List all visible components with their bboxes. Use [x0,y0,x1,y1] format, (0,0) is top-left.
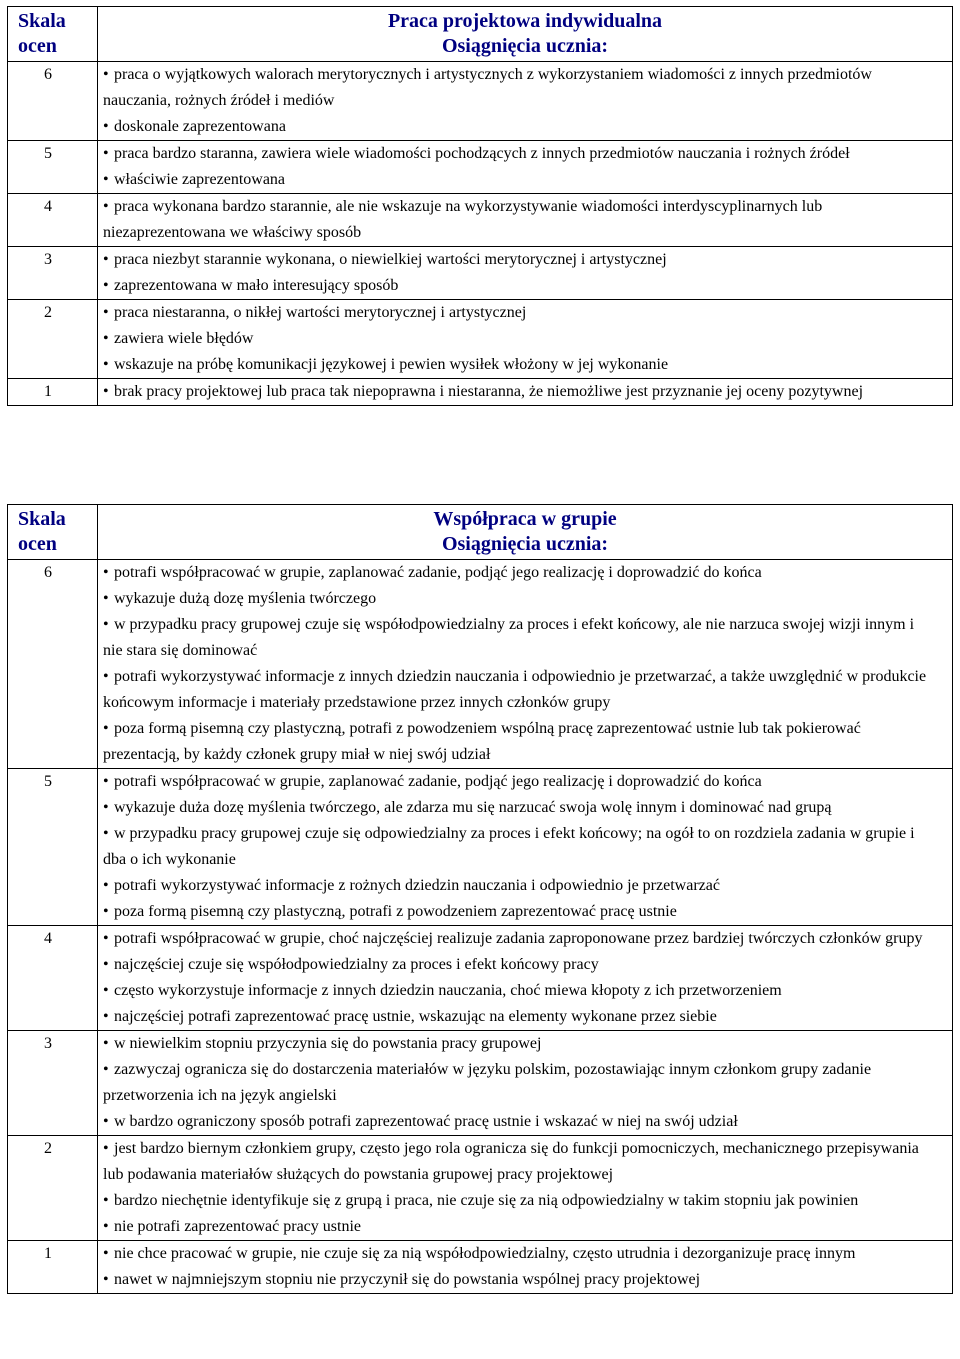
bullet-icon: • [103,118,109,135]
criterion-text: doskonale zaprezentowana [114,118,286,135]
bullet-icon: • [103,171,109,188]
grade-value: 2 [8,300,98,379]
bullet-icon: • [103,956,109,973]
scale-header-line: Skala [18,10,66,32]
section-header [98,505,953,560]
grade-value: 6 [8,560,98,769]
list-item [103,273,932,299]
criterion-text: w przypadku pracy grupowej czuje się odpowiedzialny za proces i efekt końcowy; na ogół to on rozdziela zadania w grupie i dba o ich wykonanie [103,825,915,868]
section-title: Praca projektowa indywidualna [387,10,663,32]
criteria-list [98,62,953,141]
bullet-icon: • [103,590,109,607]
grade-value: 4 [8,194,98,247]
list-item [103,560,932,586]
criteria-list [98,1241,953,1294]
criterion-text: właściwie zaprezentowana [114,171,286,188]
criteria-list [98,1136,953,1241]
criterion-text: praca o wyjątkowych walorach merytorycznych i artystycznych z wykorzystaniem wiadomości z innych przedmiotów nauczania, rożnych źródeł i mediów [103,66,872,109]
bullet-icon: • [103,616,109,633]
criterion-text: praca niezbyt starannie wykonana, o niewielkiej wartości merytorycznej i artystycznej [114,251,667,268]
list-item [103,716,932,768]
list-item [103,795,932,821]
list-item [103,62,932,114]
grade-value: 1 [8,1241,98,1294]
table-row [8,1031,953,1136]
bullet-icon: • [103,668,109,685]
list-item [103,167,932,193]
bullet-icon: • [103,1113,109,1130]
scale-header-line: ocen [18,533,57,555]
table-row [8,194,953,247]
bullet-icon: • [103,66,109,83]
criterion-text: nawet w najmniejszym stopniu nie przyczynił się do powstania wspólnej pracy projektowej [114,1271,701,1288]
table-row [8,247,953,300]
bullet-icon: • [103,356,109,373]
criterion-text: brak pracy projektowej lub praca tak niepoprawna i niestaranna, że niemożliwe jest przyznanie jej oceny pozytywnej [114,383,864,400]
grade-value: 3 [8,247,98,300]
list-item [103,899,932,925]
criterion-text: najczęściej czuje się współodpowiedzialny za proces i efekt końcowy pracy [114,956,599,973]
bullet-icon: • [103,1192,109,1209]
bullet-icon: • [103,1271,109,1288]
criteria-list [98,194,953,247]
list-item [103,978,932,1004]
table-row [8,560,953,769]
list-item [103,873,932,899]
criterion-text: potrafi współpracować w grupie, choć najczęściej realizuje zadania zaproponowane przez bardziej twórczych członków grupy [114,930,923,947]
criterion-text: w przypadku pracy grupowej czuje się współodpowiedzialny za proces i efekt końcowy, ale nie narzuca swojej wizji innym i nie stara się dominować [103,616,915,659]
criterion-text: zazwyczaj ogranicza się do dostarczenia materiałów w języku polskim, pozostawiając innym członkom grupy zadanie przetworzenia ich na język angielski [103,1061,872,1104]
list-item [103,1004,932,1030]
table-row [8,769,953,926]
list-item [103,612,932,664]
bullet-icon: • [103,330,109,347]
criterion-text: potrafi współpracować w grupie, zaplanować zadanie, podjąć jego realizację i doprowadzić do końca [114,564,762,581]
criteria-list [98,300,953,379]
criterion-text: wskazuje na próbę komunikacji językowej i pewien wysiłek włożony w jej wykonanie [114,356,669,373]
criterion-text: często wykorzystuje informacje z innych dziedzin nauczania, choć miewa kłopoty z ich przetworzeniem [114,982,782,999]
list-item [103,769,932,795]
section-header [98,7,953,62]
section-subtitle: Osiągnięcia ucznia: [441,35,609,57]
list-item [103,326,932,352]
criterion-text: nie chce pracować w grupie, nie czuje się za nią współodpowiedzialny, często utrudnia i dezorganizuje pracę innym [114,1245,856,1262]
list-item [103,141,932,167]
list-item [103,379,932,405]
list-item [103,114,932,140]
table-row [8,300,953,379]
scale-header [8,505,98,560]
list-item [103,586,932,612]
criteria-list [98,1031,953,1136]
list-item [103,1241,932,1267]
criteria-list [98,141,953,194]
criterion-text: praca wykonana bardzo starannie, ale nie wskazuje na wykorzystywanie wiadomości interdyscyplinarnych lub niezaprezentowana we właściwy sposób [103,198,823,241]
scale-header [8,7,98,62]
bullet-icon: • [103,251,109,268]
list-item [103,1109,932,1135]
bullet-icon: • [103,198,109,215]
criterion-text: najczęściej potrafi zaprezentować pracę ustnie, wskazując na elementy wykonane przez siebie [114,1008,717,1025]
section-title: Współpraca w grupie [433,508,617,530]
bullet-icon: • [103,304,109,321]
bullet-icon: • [103,903,109,920]
criterion-text: wykazuje duża dozę myślenia twórczego, ale zdarza mu się narzucać swoja wolę innym i dominować nad grupą [114,799,832,816]
list-item [103,821,932,873]
criterion-text: bardzo niechętnie identyfikuje się z grupą i praca, nie czuje się za nią odpowiedzialny w takim stopniu jak powinien [114,1192,859,1209]
scale-header-line: Skala [18,508,66,530]
bullet-icon: • [103,1008,109,1025]
criterion-text: praca bardzo staranna, zawiera wiele wiadomości pochodzących z innych przedmiotów nauczania i rożnych źródeł [114,145,850,162]
list-item [103,926,932,952]
bullet-icon: • [103,720,109,737]
list-item [103,352,932,378]
criterion-text: potrafi wykorzystywać informacje z rożnych dziedzin nauczania i odpowiednio je przetwarzać [114,877,720,894]
list-item [103,1267,932,1293]
list-item [103,1188,932,1214]
table-row [8,1136,953,1241]
bullet-icon: • [103,799,109,816]
grade-value: 3 [8,1031,98,1136]
table-header-row [8,505,953,560]
list-item [103,664,932,716]
list-item [103,300,932,326]
criterion-text: w bardzo ograniczony sposób potrafi zaprezentować pracę ustnie i wskazać w niej na swój udział [114,1113,738,1130]
criteria-list [98,560,953,769]
table-row [8,379,953,406]
list-item [103,1057,932,1109]
criterion-text: poza formą pisemną czy plastyczną, potrafi z powodzeniem wspólną pracę zaprezentować ustnie lub tak pokierować prezentacją, by każdy członek grupy miał w niej swój udział [103,720,861,763]
criteria-list [98,379,953,406]
bullet-icon: • [103,1035,109,1052]
criterion-text: zawiera wiele błędów [114,330,254,347]
criterion-text: w niewielkim stopniu przyczynia się do powstania pracy grupowej [114,1035,542,1052]
grade-value: 5 [8,769,98,926]
bullet-icon: • [103,930,109,947]
table-header-row [8,7,953,62]
criterion-text: nie potrafi zaprezentować pracy ustnie [114,1218,361,1235]
bullet-icon: • [103,1218,109,1235]
grading-table-group-work [7,504,953,1294]
criteria-list [98,247,953,300]
grade-value: 2 [8,1136,98,1241]
grade-value: 4 [8,926,98,1031]
bullet-icon: • [103,773,109,790]
criterion-text: potrafi współpracować w grupie, zaplanować zadanie, podjąć jego realizację i doprowadzić do końca [114,773,762,790]
bullet-icon: • [103,1245,109,1262]
list-item [103,1031,932,1057]
criterion-text: potrafi wykorzystywać informacje z innych dziedzin nauczania i odpowiednio je przetwarzać, a także uwzględnić w produkcie końcowym informacje i materiały przedstawione przez innych członków grupy [103,668,927,711]
list-item [103,952,932,978]
table-row [8,1241,953,1294]
list-item [103,247,932,273]
bullet-icon: • [103,564,109,581]
criterion-text: wykazuje dużą dozę myślenia twórczego [114,590,377,607]
bullet-icon: • [103,877,109,894]
scale-header-line: ocen [18,35,57,57]
criterion-text: zaprezentowana w mało interesujący sposób [114,277,399,294]
bullet-icon: • [103,825,109,842]
grade-value: 1 [8,379,98,406]
criterion-text: jest bardzo biernym członkiem grupy, często jego rola ogranicza się do funkcji pomocniczych, mechanicznego przepisywania lub podawania materiałów służących do powstania grupowej pracy projektowej [103,1140,919,1183]
criteria-list [98,926,953,1031]
table-row [8,926,953,1031]
list-item [103,194,932,246]
bullet-icon: • [103,982,109,999]
grade-value: 5 [8,141,98,194]
list-item [103,1136,932,1188]
table-row [8,141,953,194]
criterion-text: praca niestaranna, o nikłej wartości merytorycznej i artystycznej [114,304,527,321]
grade-value: 6 [8,62,98,141]
bullet-icon: • [103,1061,109,1078]
bullet-icon: • [103,1140,109,1157]
bullet-icon: • [103,383,109,400]
grading-table-individual-project [7,6,953,406]
criteria-list [98,769,953,926]
list-item [103,1214,932,1240]
section-subtitle: Osiągnięcia ucznia: [441,533,609,555]
table-row [8,62,953,141]
bullet-icon: • [103,277,109,294]
bullet-icon: • [103,145,109,162]
criterion-text: poza formą pisemną czy plastyczną, potrafi z powodzeniem zaprezentować pracę ustnie [114,903,677,920]
